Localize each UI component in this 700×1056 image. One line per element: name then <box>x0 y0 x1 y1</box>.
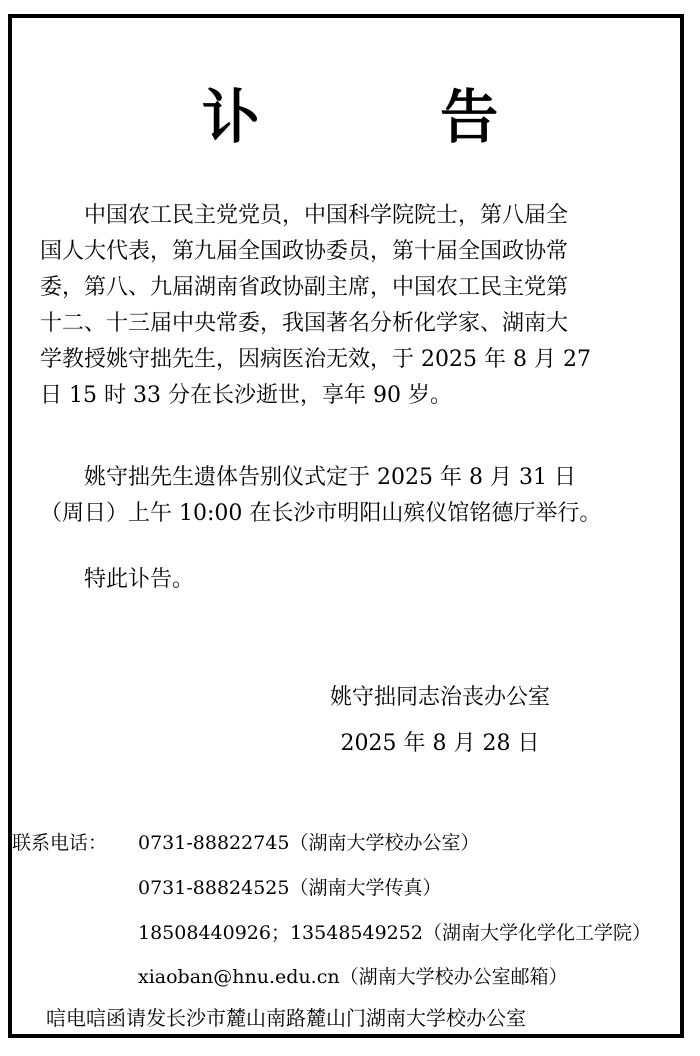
closing-phrase: 特此讣告。 <box>84 567 195 592</box>
obituary-paragraph-2 <box>40 460 650 532</box>
contact-mobile-numbers: 18508440926；13548549252（湖南大学化学化工学院） <box>138 922 651 944</box>
signature-organization: 姚守拙同志治丧办公室 <box>329 685 550 710</box>
paragraph-1-line: 日 15 时 33 分在长沙逝世，享年 90 岁。 <box>40 383 452 408</box>
paragraph-2-line: （周日）上午 10:00 在长沙市明阳山殡仪馆铭德厅举行。 <box>40 501 602 526</box>
paragraph-1-line: 委，第八、九届湖南省政协副主席，中国农工民主党第 <box>40 275 569 300</box>
paragraph-1-line: 十二、十三届中央常委，我国著名分析化学家、湖南大 <box>40 311 569 336</box>
condolence-mail-address: 唁电唁函请发长沙市麓山南路麓山门湖南大学校办公室 <box>46 1006 526 1030</box>
paragraph-1-line: 国人大代表，第九届全国政协委员，第十届全国政协常 <box>40 239 569 264</box>
contact-label: 联系电话： <box>12 832 108 854</box>
notice-title: 讣 告 <box>201 83 579 151</box>
obituary-paragraph-1 <box>40 198 650 414</box>
paragraph-2-line: 姚守拙先生遗体告别仪式定于 2025 年 8 月 31 日 <box>84 465 576 490</box>
contact-fax: 0731-88824525（湖南大学传真） <box>138 877 442 899</box>
contact-email: xiaoban@hnu.edu.cn（湖南大学校办公室邮箱） <box>138 966 568 988</box>
paragraph-1-line: 学教授姚守拙先生，因病医治无效，于 2025 年 8 月 27 <box>40 347 591 372</box>
paragraph-1-line: 中国农工民主党党员，中国科学院院士，第八届全 <box>84 203 569 228</box>
contact-phone-office: 0731-88822745（湖南大学校办公室） <box>138 832 480 854</box>
signature-date: 2025 年 8 月 28 日 <box>340 731 540 756</box>
